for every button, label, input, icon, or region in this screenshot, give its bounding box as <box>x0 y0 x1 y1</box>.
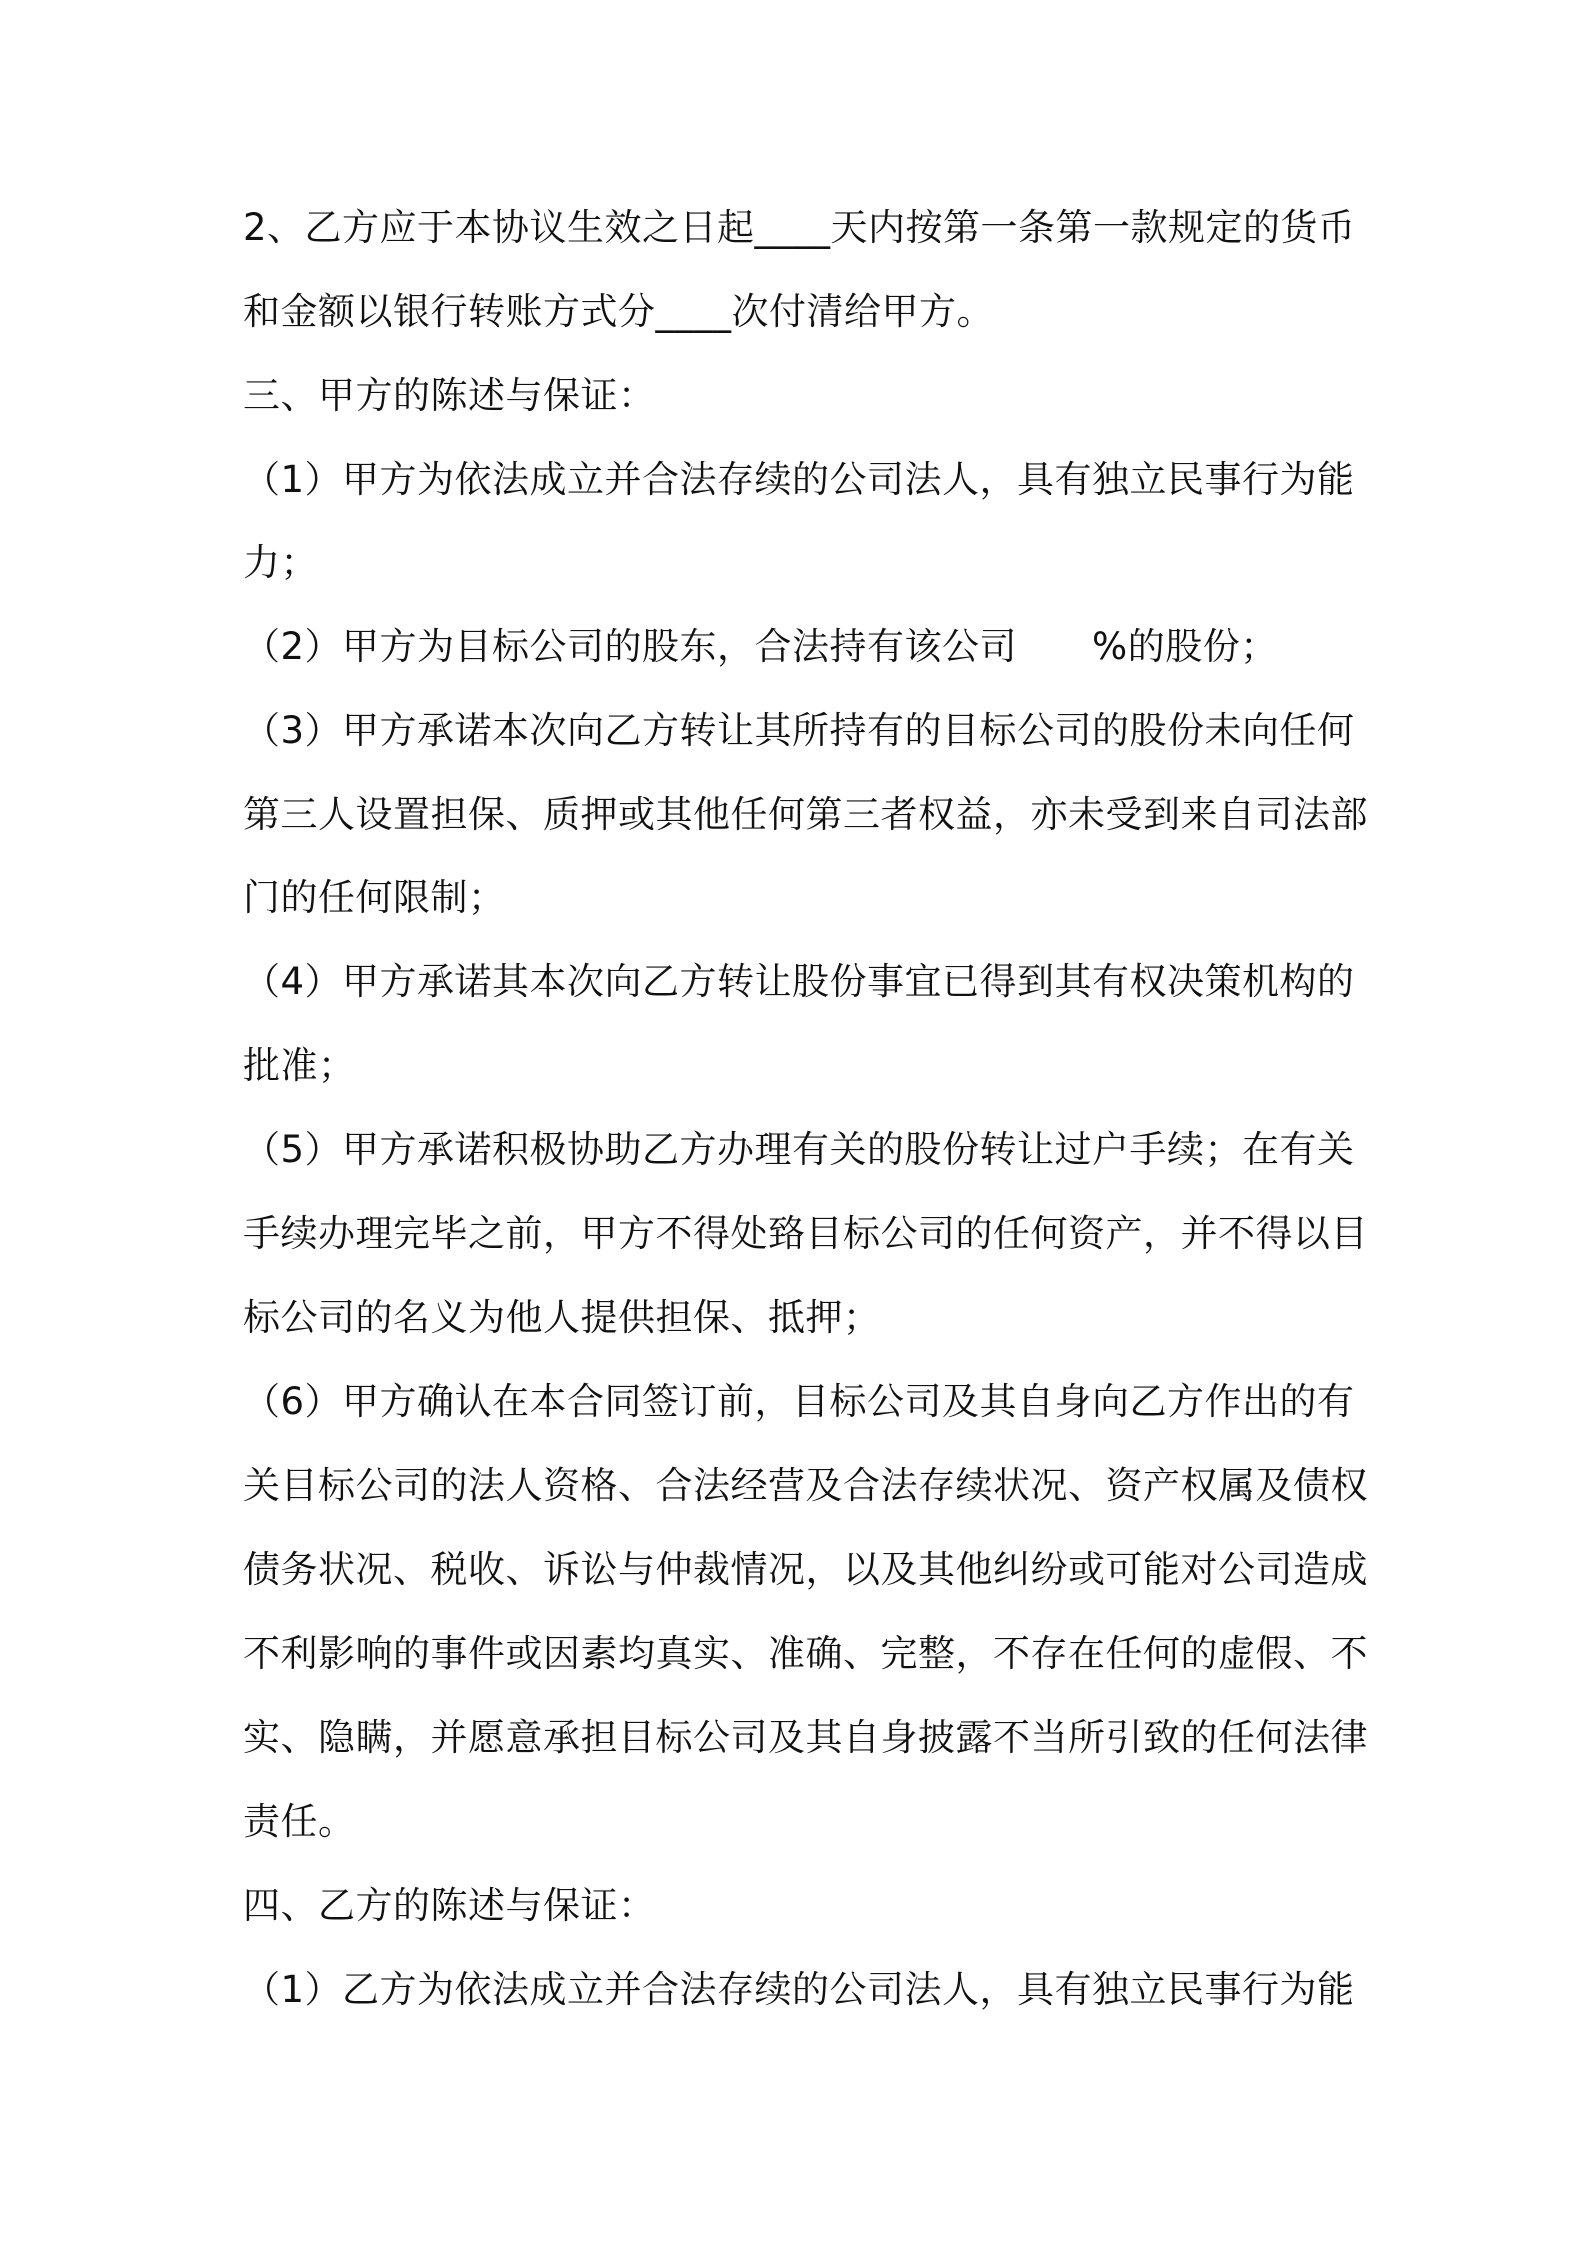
party-a-item-5-line-1: （5）甲方承诺积极协助乙方办理有关的股份转让过户手续；在有关 <box>243 1128 1355 1171</box>
party-a-item-3-line-1: （3）甲方承诺本次向乙方转让其所持有的目标公司的股份未向任何 <box>243 709 1355 752</box>
party-a-item-3-line-3: 门的任何限制； <box>243 876 506 919</box>
payment-clause-line-1: 2、乙方应于本协议生效之日起____天内按第一条第一款规定的货币 <box>243 206 1356 249</box>
party-a-item-6-line-2: 关目标公司的法人资格、合法经营及合法存续状况、资产权属及债权 <box>243 1464 1368 1507</box>
section-heading-party-a: 三、甲方的陈述与保证： <box>243 374 656 417</box>
party-a-item-1-line-2: 力； <box>243 541 318 584</box>
party-a-item-1-line-1: （1）甲方为依法成立并合法存续的公司法人，具有独立民事行为能 <box>243 458 1355 501</box>
section-heading-party-b: 四、乙方的陈述与保证： <box>243 1884 656 1927</box>
party-a-item-6-line-4: 不利影响的事件或因素均真实、准确、完整，不存在任何的虚假、不 <box>243 1632 1368 1675</box>
party-a-item-6-line-5: 实、隐瞒，并愿意承担目标公司及其自身披露不当所引致的任何法律 <box>243 1716 1368 1759</box>
party-a-item-6-line-1: （6）甲方确认在本合同签订前，目标公司及其自身向乙方作出的有 <box>243 1380 1355 1423</box>
party-a-item-4-line-2: 批准； <box>243 1044 356 1087</box>
party-a-item-5-line-2: 手续办理完毕之前，甲方不得处臵目标公司的任何资产，并不得以目 <box>243 1212 1368 1255</box>
party-a-item-6-line-6: 责任。 <box>243 1800 356 1843</box>
party-a-item-4-line-1: （4）甲方承诺其本次向乙方转让股份事宜已得到其有权决策机构的 <box>243 960 1355 1003</box>
party-a-item-2-line-1: （2）甲方为目标公司的股东，合法持有该公司 %的股份； <box>243 625 1278 668</box>
party-a-item-6-line-3: 债务状况、税收、诉讼与仲裁情况，以及其他纠纷或可能对公司造成 <box>243 1548 1368 1591</box>
party-b-item-1-line-1: （1）乙方为依法成立并合法存续的公司法人，具有独立民事行为能 <box>243 1968 1355 2011</box>
party-a-item-5-line-3: 标公司的名义为他人提供担保、抵押； <box>243 1296 881 1339</box>
payment-clause-line-2: 和金额以银行转账方式分____次付清给甲方。 <box>243 290 994 333</box>
party-a-item-3-line-2: 第三人设置担保、质押或其他任何第三者权益，亦未受到来自司法部 <box>243 793 1368 836</box>
